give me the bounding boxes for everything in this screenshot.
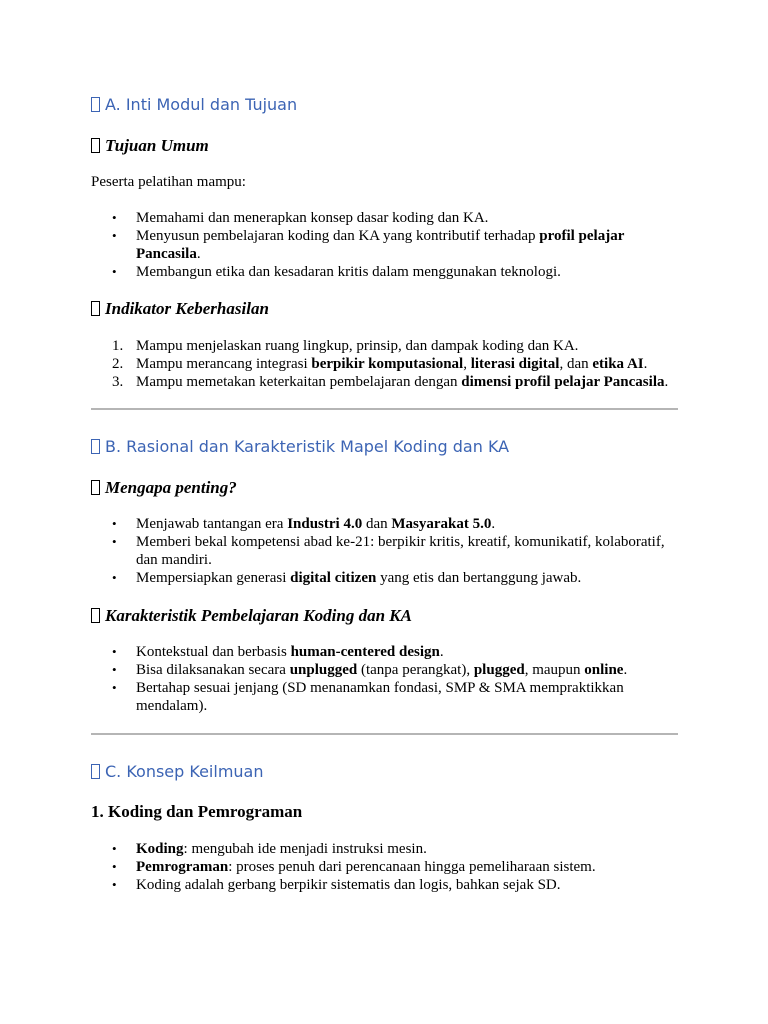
list-item (91, 355, 678, 373)
list-item (91, 263, 678, 281)
section-c-title: C. Konsep Keilmuan (105, 762, 264, 781)
item-text: Memberi bekal kompetensi abad ke-21: berpikir kritis, kreatif, komunikatif, kolaboratif, dan mandiri. (136, 534, 665, 568)
koding-heading: 1. Koding dan Pemrograman (91, 802, 303, 821)
bullet-marker: • (112, 859, 117, 874)
item-bold-text: Pemrograman (136, 859, 229, 875)
section-divider (91, 733, 678, 735)
list-item (91, 209, 678, 227)
section-c-heading (91, 762, 264, 782)
bullet-marker: • (112, 534, 117, 549)
tujuan-umum-intro: Peserta pelatihan mampu: (91, 174, 246, 190)
tujuan-umum-heading (91, 136, 209, 156)
tujuan-umum-list (91, 209, 678, 281)
karakteristik-list (91, 643, 678, 715)
bullet-marker: • (112, 570, 117, 585)
bullet-marker: • (112, 662, 117, 677)
item-bold-text: profil pelajar Pancasila (136, 228, 625, 262)
mengapa-title: Mengapa penting? (105, 478, 237, 497)
item-text: . (664, 374, 669, 390)
item-text: . (643, 356, 648, 372)
item-bold-text: plugged (473, 662, 525, 678)
item-bold-text: digital citizen (290, 570, 377, 586)
koding-list (91, 840, 678, 894)
section-a-heading (91, 95, 297, 115)
item-text: Mempersiapkan generasi (136, 570, 291, 586)
item-bold-text: berpikir komputasional (311, 356, 464, 372)
mengapa-heading (91, 478, 237, 498)
item-bold-text: human-centered design (290, 644, 440, 660)
indikator-title: Indikator Keberhasilan (105, 299, 269, 318)
mengapa-list (91, 515, 678, 587)
item-text: Memahami dan menerapkan konsep dasar koding dan KA. (136, 210, 489, 226)
bullet-marker: • (112, 228, 117, 243)
item-bold-text: unplugged (289, 662, 358, 678)
item-text: . (491, 516, 496, 532)
item-text: : proses penuh dari perencanaan hingga pemeliharaan sistem. (228, 859, 596, 875)
item-text: (tanpa perangkat), (357, 662, 474, 678)
bullet-marker: • (112, 877, 117, 892)
tujuan-umum-title: Tujuan Umum (105, 136, 209, 155)
list-item (91, 876, 678, 894)
item-bold-text: literasi digital (470, 356, 560, 372)
list-item (91, 533, 678, 569)
missing-glyph-icon (91, 439, 100, 454)
number-marker: 1. (112, 338, 124, 354)
list-item (91, 679, 678, 715)
item-bold-text: Industri 4.0 (287, 516, 363, 532)
missing-glyph-icon (91, 97, 100, 112)
item-text: Mampu menjelaskan ruang lingkup, prinsip, dan dampak koding dan KA. (136, 338, 579, 354)
item-text: dan (362, 516, 392, 532)
number-marker: 2. (112, 356, 124, 372)
number-marker: 3. (112, 374, 124, 390)
bullet-marker: • (112, 516, 117, 531)
item-text: , (463, 356, 471, 372)
item-bold-text: etika AI (592, 356, 644, 372)
section-a-title: A. Inti Modul dan Tujuan (105, 95, 298, 114)
list-item (91, 661, 678, 679)
bullet-marker: • (112, 841, 117, 856)
list-item (91, 227, 678, 263)
item-text: Kontekstual dan berbasis (136, 644, 291, 660)
item-text: . (623, 662, 628, 678)
item-text: : mengubah ide menjadi instruksi mesin. (183, 841, 427, 857)
section-b-heading (91, 437, 509, 457)
item-text: Membangun etika dan kesadaran kritis dalam menggunakan teknologi. (136, 264, 561, 280)
item-bold-text: Koding (136, 841, 184, 857)
section-b-title: B. Rasional dan Karakteristik Mapel Koding dan KA (105, 437, 510, 456)
karakteristik-heading (91, 606, 412, 626)
list-item (91, 858, 678, 876)
indikator-list (91, 337, 678, 391)
item-text: , dan (559, 356, 593, 372)
item-bold-text: online (584, 662, 624, 678)
item-text: Mampu merancang integrasi (136, 356, 312, 372)
list-item (91, 840, 678, 858)
bullet-marker: • (112, 264, 117, 279)
bullet-marker: • (112, 210, 117, 225)
item-text: . (439, 644, 444, 660)
item-text: . (196, 246, 201, 262)
bullet-marker: • (112, 644, 117, 659)
item-text: Bertahap sesuai jenjang (SD menanamkan fondasi, SMP & SMA mempraktikkan mendalam). (136, 680, 624, 714)
item-text: , maupun (524, 662, 585, 678)
item-bold-text: Masyarakat 5.0 (391, 516, 492, 532)
list-item (91, 643, 678, 661)
item-text: Menjawab tantangan era (136, 516, 288, 532)
karakteristik-title: Karakteristik Pembelajaran Koding dan KA (105, 606, 412, 625)
item-bold-text: dimensi profil pelajar Pancasila (461, 374, 665, 390)
section-divider (91, 408, 678, 410)
list-item (91, 337, 678, 355)
item-text: yang etis dan bertanggung jawab. (376, 570, 582, 586)
item-text: Koding adalah gerbang berpikir sistematis dan logis, bahkan sejak SD. (136, 877, 561, 893)
missing-glyph-icon (91, 138, 100, 153)
indikator-heading (91, 299, 269, 319)
list-item (91, 373, 678, 391)
missing-glyph-icon (91, 480, 100, 495)
bullet-marker: • (112, 680, 117, 695)
missing-glyph-icon (91, 764, 100, 779)
list-item (91, 515, 678, 533)
item-text: Mampu memetakan keterkaitan pembelajaran dengan (136, 374, 462, 390)
item-text: Menyusun pembelajaran koding dan KA yang kontributif terhadap (136, 228, 540, 244)
item-text: Bisa dilaksanakan secara (136, 662, 290, 678)
list-item (91, 569, 678, 587)
missing-glyph-icon (91, 608, 100, 623)
missing-glyph-icon (91, 301, 100, 316)
